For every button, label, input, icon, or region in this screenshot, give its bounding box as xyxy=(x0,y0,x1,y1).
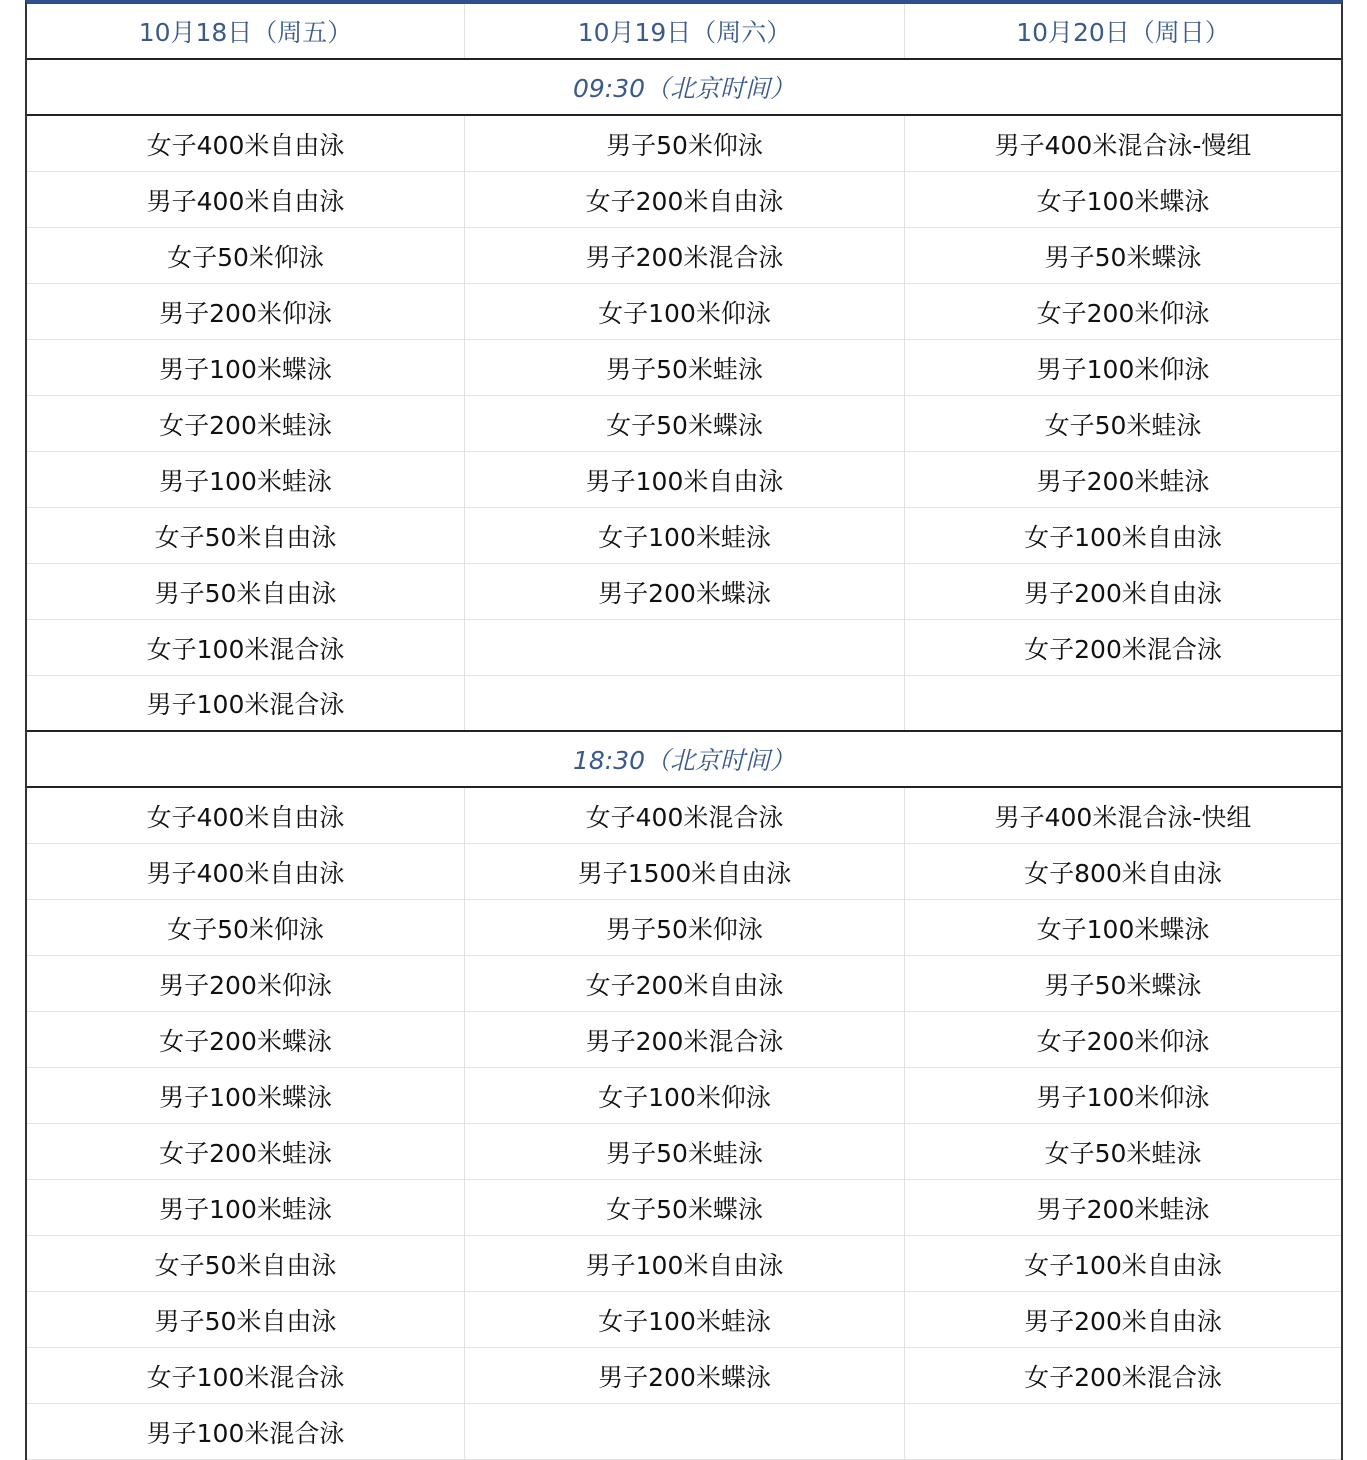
event-cell: 女子50米蛙泳 xyxy=(1044,1138,1202,1168)
schedule-table xyxy=(25,0,1343,1460)
event-cell: 女子50米蛙泳 xyxy=(1044,410,1202,440)
event-cell xyxy=(465,620,905,675)
table-row xyxy=(27,284,1341,340)
day-header-3: 10月20日（周日） xyxy=(1016,18,1230,47)
event-cell: 男子50米蛙泳 xyxy=(465,340,905,395)
event-cell: 女子200米混合泳 xyxy=(1024,634,1222,664)
event-cell: 女子100米蛙泳 xyxy=(465,1292,905,1347)
event-cell: 女子100米混合泳 xyxy=(27,1348,465,1403)
event-cell xyxy=(465,1404,905,1459)
event-cell: 女子50米自由泳 xyxy=(27,508,465,563)
event-cell: 男子100米混合泳 xyxy=(27,1404,465,1459)
event-cell: 男子200米蝶泳 xyxy=(465,564,905,619)
table-row xyxy=(27,508,1341,564)
event-cell: 女子100米蝶泳 xyxy=(1036,914,1210,944)
table-row xyxy=(27,396,1341,452)
table-row xyxy=(27,452,1341,508)
day-header-2: 10月19日（周六） xyxy=(465,4,905,58)
event-cell: 男子100米蛙泳 xyxy=(27,452,465,507)
event-cell: 女子100米混合泳 xyxy=(27,620,465,675)
event-cell: 女子100米自由泳 xyxy=(1024,1250,1222,1280)
session-time-row xyxy=(27,732,1341,788)
event-cell: 男子400米混合泳-快组 xyxy=(994,802,1252,832)
event-cell: 女子200米蝶泳 xyxy=(27,1012,465,1067)
event-cell: 女子100米仰泳 xyxy=(465,1068,905,1123)
event-cell: 男子100米蝶泳 xyxy=(27,1068,465,1123)
table-row xyxy=(27,1348,1341,1404)
event-cell: 男子200米自由泳 xyxy=(1024,578,1222,608)
event-cell: 男子100米蛙泳 xyxy=(27,1180,465,1235)
event-cell: 男子50米蝶泳 xyxy=(1044,970,1202,1000)
event-cell: 女子100米自由泳 xyxy=(1024,522,1222,552)
table-row xyxy=(27,1124,1341,1180)
table-row xyxy=(27,1068,1341,1124)
event-cell: 女子200米自由泳 xyxy=(465,172,905,227)
event-cell: 男子200米仰泳 xyxy=(27,284,465,339)
event-cell xyxy=(905,676,1341,730)
table-row xyxy=(27,620,1341,676)
event-cell: 男子400米自由泳 xyxy=(27,844,465,899)
event-cell: 女子200米仰泳 xyxy=(1036,1026,1210,1056)
event-cell: 男子200米蛙泳 xyxy=(1036,1194,1210,1224)
event-cell xyxy=(465,676,905,730)
table-row xyxy=(27,956,1341,1012)
event-cell: 女子50米仰泳 xyxy=(27,900,465,955)
table-row xyxy=(27,1180,1341,1236)
event-cell: 女子50米仰泳 xyxy=(27,228,465,283)
event-cell: 男子400米混合泳-慢组 xyxy=(994,130,1252,160)
table-row xyxy=(27,564,1341,620)
event-cell: 男子200米蝶泳 xyxy=(465,1348,905,1403)
event-cell: 女子200米自由泳 xyxy=(465,956,905,1011)
table-row xyxy=(27,844,1341,900)
event-cell: 男子1500米自由泳 xyxy=(465,844,905,899)
table-row xyxy=(27,900,1341,956)
event-cell: 女子200米仰泳 xyxy=(1036,298,1210,328)
table-row xyxy=(27,228,1341,284)
event-cell: 男子50米蛙泳 xyxy=(465,1124,905,1179)
table-row xyxy=(27,1012,1341,1068)
event-cell: 女子800米自由泳 xyxy=(1024,858,1222,888)
event-cell: 女子200米蛙泳 xyxy=(27,396,465,451)
event-cell xyxy=(905,1404,1341,1459)
day-header-1: 10月18日（周五） xyxy=(27,4,465,58)
event-cell: 男子100米仰泳 xyxy=(1036,1082,1210,1112)
event-cell: 男子100米自由泳 xyxy=(465,1236,905,1291)
event-cell: 男子50米仰泳 xyxy=(465,900,905,955)
event-cell: 男子200米混合泳 xyxy=(465,228,905,283)
event-cell: 男子400米自由泳 xyxy=(27,172,465,227)
event-cell: 男子100米混合泳 xyxy=(27,676,465,730)
event-cell: 女子400米自由泳 xyxy=(27,116,465,171)
event-cell: 男子100米仰泳 xyxy=(1036,354,1210,384)
event-cell: 男子50米仰泳 xyxy=(465,116,905,171)
table-row xyxy=(27,172,1341,228)
table-row xyxy=(27,1236,1341,1292)
header-row xyxy=(27,4,1341,60)
event-cell: 女子100米蛙泳 xyxy=(465,508,905,563)
event-cell: 男子100米自由泳 xyxy=(465,452,905,507)
event-cell: 男子50米自由泳 xyxy=(27,564,465,619)
session-time-row xyxy=(27,60,1341,116)
table-row xyxy=(27,676,1341,732)
table-row xyxy=(27,340,1341,396)
event-cell: 女子50米蝶泳 xyxy=(465,1180,905,1235)
session-time: 18:30（北京时间） xyxy=(572,746,796,775)
event-cell: 男子200米混合泳 xyxy=(465,1012,905,1067)
table-row xyxy=(27,1292,1341,1348)
table-row xyxy=(27,116,1341,172)
event-cell: 女子100米仰泳 xyxy=(465,284,905,339)
event-cell: 女子200米蛙泳 xyxy=(27,1124,465,1179)
event-cell: 男子50米蝶泳 xyxy=(1044,242,1202,272)
event-cell: 男子200米自由泳 xyxy=(1024,1306,1222,1336)
session-time: 09:30（北京时间） xyxy=(572,74,796,103)
event-cell: 女子100米蝶泳 xyxy=(1036,186,1210,216)
event-cell: 男子100米蝶泳 xyxy=(27,340,465,395)
event-cell: 女子400米混合泳 xyxy=(465,788,905,843)
event-cell: 男子200米蛙泳 xyxy=(1036,466,1210,496)
event-cell: 男子200米仰泳 xyxy=(27,956,465,1011)
event-cell: 男子50米自由泳 xyxy=(27,1292,465,1347)
table-row xyxy=(27,788,1341,844)
table-row xyxy=(27,1404,1341,1460)
event-cell: 女子50米蝶泳 xyxy=(465,396,905,451)
event-cell: 女子50米自由泳 xyxy=(27,1236,465,1291)
event-cell: 女子200米混合泳 xyxy=(1024,1362,1222,1392)
event-cell: 女子400米自由泳 xyxy=(27,788,465,843)
